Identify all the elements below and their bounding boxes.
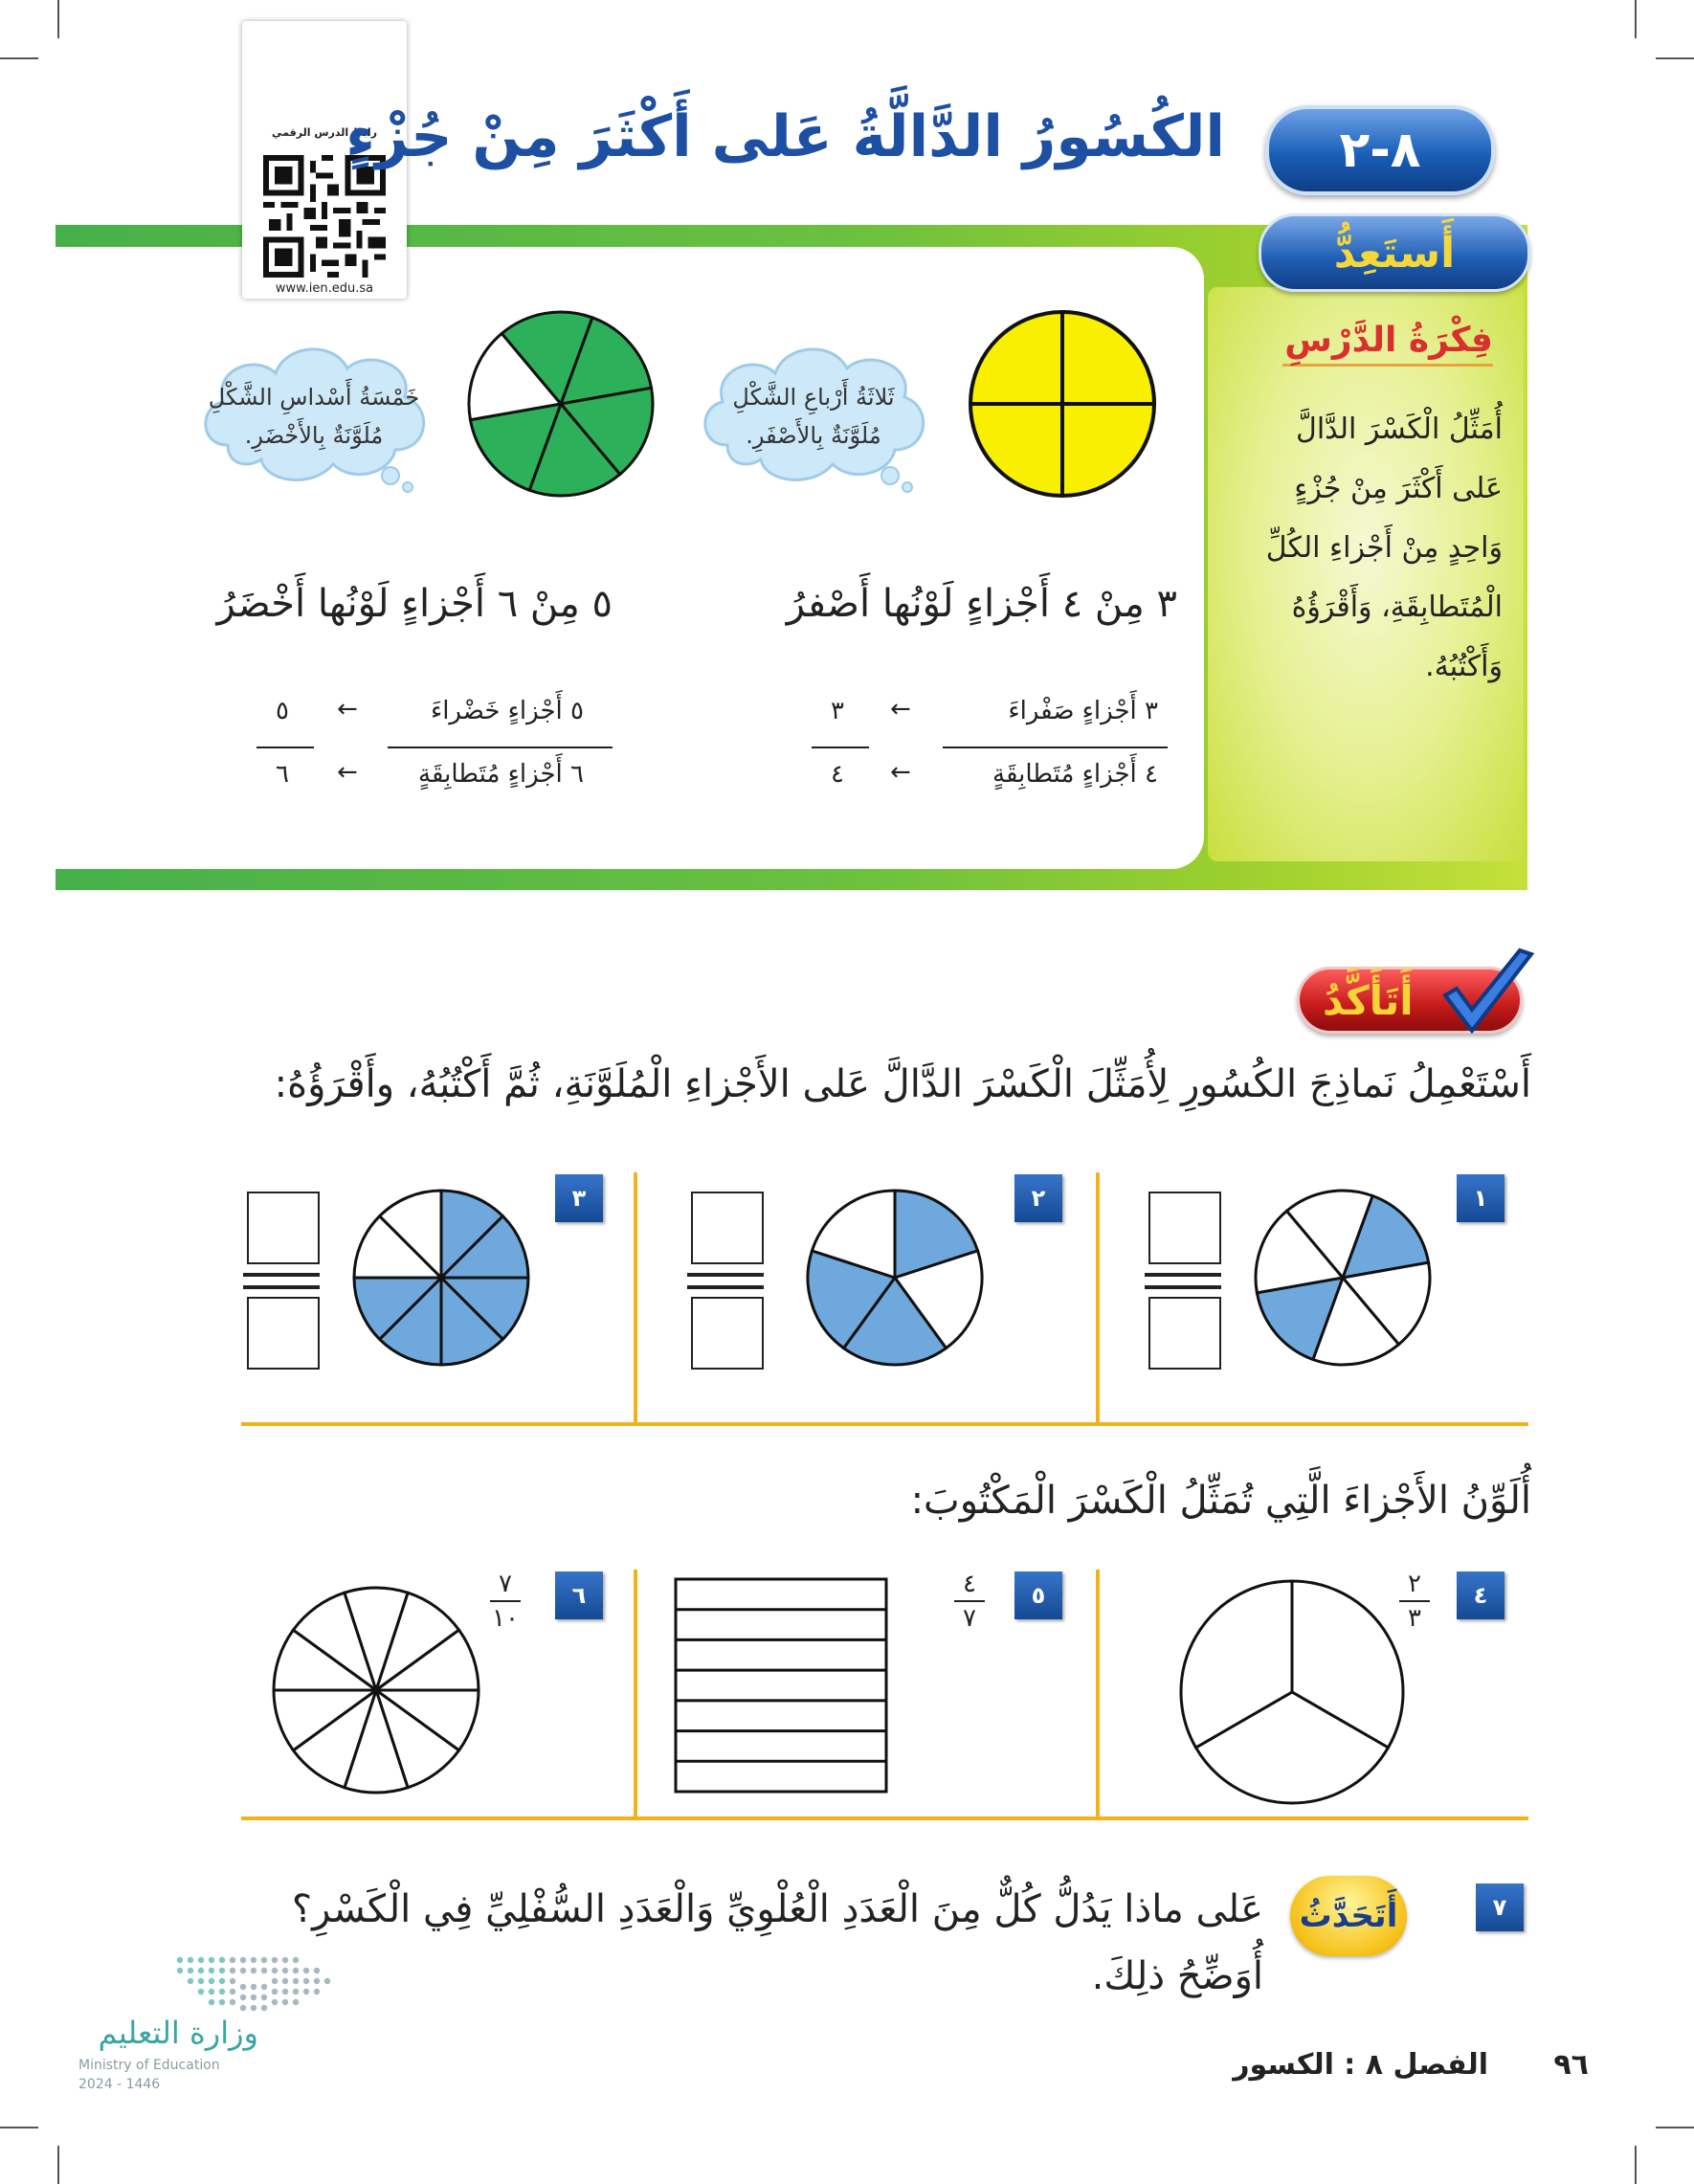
logo-dot bbox=[198, 1989, 204, 1995]
logo-dot bbox=[209, 1989, 214, 1995]
given-fraction bbox=[950, 1570, 989, 1633]
logo-dot bbox=[303, 1978, 309, 1984]
logo-dot bbox=[219, 1957, 225, 1963]
logo-dot bbox=[198, 1968, 204, 1973]
logo-dot bbox=[188, 1968, 193, 1973]
lesson-idea-text bbox=[1244, 400, 1503, 697]
logo-dot bbox=[240, 1995, 246, 2000]
denominator: ٧ bbox=[963, 1604, 976, 1633]
arrow-icon: ← bbox=[890, 695, 911, 724]
denominator-box[interactable] bbox=[247, 1297, 320, 1370]
example-statement: ٣ مِنْ ٤ أَجْزاءٍ لَوْنُها أَصْفرُ bbox=[786, 582, 1177, 626]
denominator: ٦ bbox=[276, 760, 289, 789]
arrow-icon: ← bbox=[890, 758, 911, 787]
crop-mark bbox=[1635, 2146, 1637, 2184]
logo-dot bbox=[314, 1968, 320, 1973]
logo-dot bbox=[230, 1989, 235, 1995]
crop-mark bbox=[0, 57, 38, 59]
question-line: أُوَضِّحُ ذلِكَ. bbox=[1091, 1954, 1263, 1998]
logo-dot bbox=[251, 2005, 256, 2011]
logo-dot bbox=[261, 1995, 267, 2000]
numerator-box[interactable] bbox=[247, 1192, 320, 1264]
numerator: ٥ bbox=[276, 697, 289, 725]
logo-dot bbox=[261, 1984, 267, 1990]
example-statement: ٥ مِنْ ٦ أَجْزاءٍ لَوْنُها أَخْضَرُ bbox=[216, 582, 613, 626]
fraction-bar bbox=[256, 747, 314, 748]
qr-url[interactable]: www.ien.edu.sa bbox=[275, 281, 374, 296]
idea-line: وَأَكْتُبُهُ. bbox=[1425, 650, 1503, 683]
logo-dot bbox=[282, 1999, 288, 2005]
idea-line: أُمَثِّلُ الْكَسْرَ الدَّالَّ bbox=[1296, 412, 1503, 446]
logo-dot bbox=[240, 1984, 246, 1990]
logo-dot bbox=[293, 1989, 299, 1995]
logo-dot bbox=[219, 1978, 225, 1984]
edition-year: 2024 - 1446 bbox=[78, 2077, 161, 2092]
logo-dot bbox=[209, 1968, 214, 1973]
logo-dot bbox=[230, 1957, 235, 1963]
prepare-badge: أَستَعِدُّ bbox=[1259, 213, 1530, 292]
qr-label: رابط الدرس الرقمي bbox=[272, 126, 377, 139]
divider bbox=[634, 1570, 637, 1820]
chapter-label: الفصل ٨ : الكسور bbox=[1233, 2048, 1488, 2082]
numerator-label: ٥ أَجْزاءٍ خَضْراءَ bbox=[430, 697, 584, 725]
logo-dot bbox=[240, 2005, 246, 2011]
denominator-box[interactable] bbox=[1148, 1297, 1221, 1370]
logo-dot bbox=[282, 1978, 288, 1984]
thirds-circle[interactable] bbox=[1177, 1577, 1407, 1807]
talk-badge: أَتَحَدَّثُ bbox=[1290, 1876, 1407, 1956]
fraction-circle bbox=[1252, 1187, 1434, 1369]
crop-mark bbox=[0, 2127, 38, 2128]
logo-dot bbox=[293, 1999, 299, 2005]
fraction-bar bbox=[388, 747, 613, 748]
idea-line: وَاحِدٍ مِنْ أَجْزاءِ الكُلِّ bbox=[1265, 531, 1503, 565]
cloud-line: ثَلاثَةُ أَرْباعِ الشَّكْلِ bbox=[732, 384, 895, 411]
numerator: ٧ bbox=[499, 1570, 512, 1598]
logo-dot bbox=[272, 1957, 278, 1963]
fraction-bar bbox=[1145, 1273, 1221, 1289]
idea-line: عَلى أَكْثَرَ مِنْ جُزْءٍ bbox=[1294, 472, 1503, 505]
ministry-logo-icon bbox=[172, 1952, 345, 2019]
logo-dot bbox=[219, 1989, 225, 1995]
instruction-text: أُلَوِّنُ الأَجْزاءَ الَّتِي تُمَثِّلُ الْكَسْرَ الْمَكْتُوبَ: bbox=[910, 1479, 1531, 1523]
logo-dot bbox=[324, 1978, 330, 1984]
logo-dot bbox=[209, 1957, 214, 1963]
logo-dot bbox=[272, 1968, 278, 1973]
fraction-circle bbox=[350, 1187, 532, 1369]
logo-dot bbox=[251, 1984, 256, 1990]
arrow-icon: ← bbox=[337, 695, 358, 724]
logo-dot bbox=[198, 1957, 204, 1963]
arrow-icon: ← bbox=[337, 758, 358, 787]
logo-dot bbox=[230, 1978, 235, 1984]
cloud-line: مُلَوَّنَةٌ بِالأَخْضَرِ. bbox=[244, 422, 384, 449]
page-number: ٩٦ bbox=[1553, 2048, 1589, 2082]
crop-mark bbox=[57, 2146, 59, 2184]
logo-dot bbox=[314, 1989, 320, 1995]
numerator: ٣ bbox=[831, 697, 844, 725]
denominator: ٣ bbox=[1408, 1604, 1421, 1633]
page-title: الكُسُورُ الدَّالَّةُ عَلى أَكْثَرَ مِنْ جُزْءٍ bbox=[345, 103, 1225, 170]
exercise-number: ٢ bbox=[1014, 1174, 1062, 1222]
question-line: عَلى ماذا يَدُلُّ كُلٌّ مِنَ الْعَدَدِ الْعُلْوِيِّ وَالْعَدَدِ السُّفْلِيِّ فِي الْكَسْرِ؟ bbox=[291, 1887, 1263, 1931]
logo-dot bbox=[230, 1999, 235, 2005]
cloud-text bbox=[699, 378, 928, 455]
logo-dot bbox=[209, 1978, 214, 1984]
logo-dot bbox=[188, 1957, 193, 1963]
logo-dot bbox=[293, 1968, 299, 1973]
logo-dot bbox=[188, 1978, 193, 1984]
logo-dot bbox=[261, 1968, 267, 1973]
divider bbox=[241, 1816, 1528, 1820]
logo-dot bbox=[251, 1968, 256, 1973]
logo-dot bbox=[272, 1999, 278, 2005]
divider bbox=[1096, 1570, 1100, 1820]
exercise-number: ٦ bbox=[555, 1571, 603, 1619]
logo-dot bbox=[293, 1978, 299, 1984]
logo-dot bbox=[293, 1957, 299, 1963]
denominator: ١٠ bbox=[492, 1604, 519, 1633]
denominator-label: ٦ أَجْزاءٍ مُتَطابِقَةٍ bbox=[418, 760, 584, 789]
instruction-text: أَسْتَعْمِلُ نَماذِجَ الكُسُورِ لِأُمَثِّلَ الْكَسْرَ الدَّالَّ عَلى الأَجْزاءِ الْمُلَوَّنَةِ، ثُمَّ أَكْتُبُهُ، وأَقْرَؤُهُ: bbox=[274, 1062, 1531, 1106]
logo-dot bbox=[230, 1968, 235, 1973]
denominator: ٤ bbox=[831, 760, 844, 789]
sevenths-rectangle[interactable] bbox=[674, 1577, 888, 1794]
talk-question bbox=[211, 1876, 1263, 2010]
logo-dot bbox=[282, 1989, 288, 1995]
cloud-line: خَمْسَةُ أَسْداسِ الشَّكْلِ bbox=[208, 384, 420, 411]
fraction-bar bbox=[812, 747, 869, 748]
logo-dot bbox=[219, 1968, 225, 1973]
checkmark-icon bbox=[1436, 943, 1541, 1048]
logo-dot bbox=[272, 1989, 278, 1995]
denominator-label: ٤ أَجْزاءٍ مُتَطابِقَةٍ bbox=[992, 760, 1158, 789]
exercise-number: ١ bbox=[1457, 1174, 1505, 1222]
fraction-bar bbox=[490, 1600, 521, 1602]
logo-dot bbox=[240, 1968, 246, 1973]
numerator-box[interactable] bbox=[1148, 1192, 1221, 1264]
fraction-circle bbox=[804, 1187, 986, 1369]
green-fraction-circle bbox=[465, 308, 657, 500]
qr-code-icon bbox=[263, 155, 386, 278]
lesson-idea-title: فِكْرَةُ الدَّرْسِ bbox=[1282, 321, 1493, 367]
numerator-label: ٣ أَجْزاءٍ صَفْراءَ bbox=[1008, 697, 1158, 725]
logo-dot bbox=[177, 1957, 183, 1963]
logo-dot bbox=[261, 1957, 267, 1963]
crop-mark bbox=[57, 0, 59, 38]
given-fraction bbox=[486, 1570, 524, 1633]
logo-dot bbox=[272, 1978, 278, 1984]
divider bbox=[634, 1172, 637, 1426]
logo-dot bbox=[303, 1989, 309, 1995]
logo-dot bbox=[177, 1968, 183, 1973]
ministry-name: وزارة التعليم bbox=[98, 2015, 258, 2051]
divider bbox=[241, 1422, 1528, 1426]
crop-mark bbox=[1635, 0, 1637, 38]
crop-mark bbox=[1656, 2127, 1694, 2128]
divider bbox=[1096, 1172, 1100, 1426]
cloud-line: مُلَوَّنَةٌ بِالأَصْفَرِ. bbox=[746, 422, 881, 449]
logo-dot bbox=[282, 1968, 288, 1973]
logo-dot bbox=[251, 1957, 256, 1963]
logo-dot bbox=[198, 1978, 204, 1984]
ministry-name-en: Ministry of Education bbox=[78, 2058, 220, 2073]
exercise-number: ٤ bbox=[1457, 1571, 1505, 1619]
logo-dot bbox=[240, 1957, 246, 1963]
fraction-bar bbox=[943, 747, 1168, 748]
logo-dot bbox=[303, 1968, 309, 1973]
numerator: ٢ bbox=[1408, 1570, 1421, 1598]
denominator-box[interactable] bbox=[691, 1297, 764, 1370]
logo-dot bbox=[314, 1978, 320, 1984]
tenths-circle[interactable] bbox=[270, 1584, 482, 1796]
crop-mark bbox=[1656, 57, 1694, 59]
idea-line: الْمُتَطابِقَةِ، وَأَقْرَؤُهُ bbox=[1291, 591, 1503, 624]
cloud-text bbox=[199, 378, 429, 455]
logo-dot bbox=[282, 1957, 288, 1963]
logo-dot bbox=[209, 1999, 214, 2005]
exercise-number: ٥ bbox=[1014, 1571, 1062, 1619]
check-badge: أَتَأَكَّدُ bbox=[1297, 967, 1523, 1034]
fraction-bar bbox=[243, 1273, 320, 1289]
logo-dot bbox=[261, 2005, 267, 2011]
numerator: ٤ bbox=[963, 1570, 976, 1598]
numerator-box[interactable] bbox=[691, 1192, 764, 1264]
lesson-number-badge: ٨-٢ bbox=[1265, 105, 1495, 195]
fraction-bar bbox=[687, 1273, 764, 1289]
logo-dot bbox=[219, 1999, 225, 2005]
fraction-bar bbox=[954, 1600, 985, 1602]
yellow-fraction-circle bbox=[967, 308, 1158, 500]
logo-dot bbox=[251, 1995, 256, 2000]
exercise-number: ٣ bbox=[555, 1174, 603, 1222]
exercise-number: ٧ bbox=[1476, 1883, 1524, 1931]
